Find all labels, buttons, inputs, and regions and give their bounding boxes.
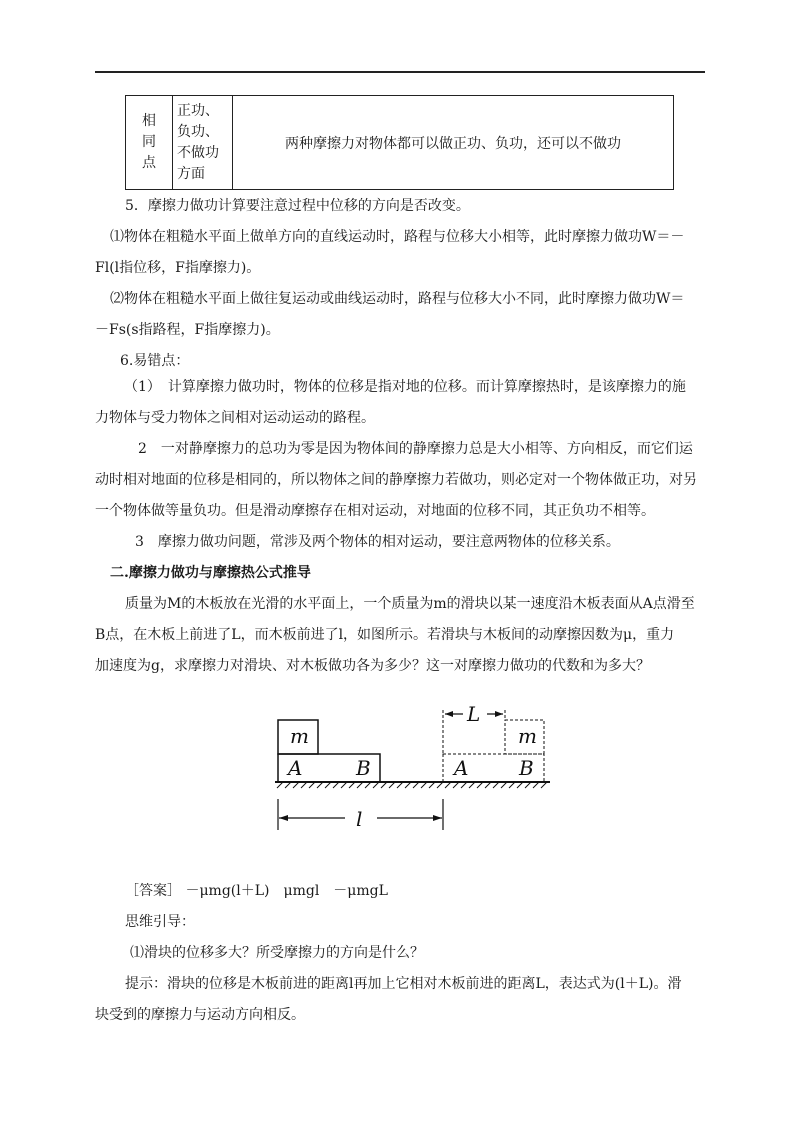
paragraph-line: （1） 计算摩擦力做功时，物体的位移是指对地的位移。而计算摩擦热时，是该摩擦力的施: [124, 379, 686, 395]
arrowhead: [445, 711, 453, 717]
label-A-left: A: [288, 756, 303, 780]
paragraph-line: 提示：滑块的位移是木板前进的距离l再加上它相对木板前进的距离L，表达式为(l＋L)。滑: [125, 976, 682, 992]
label-m-left: m: [290, 724, 309, 748]
table-cell-aspect: [173, 96, 233, 190]
cell-line: 方面: [177, 165, 205, 182]
header-rule: [95, 71, 705, 73]
paragraph-line: 动时相对地面的位移是相同的，所以物体之间的静摩擦力若做功，则必定对一个物体做正功，对另: [95, 472, 697, 488]
paragraph-line: 6.易错点：: [120, 353, 190, 369]
answer-line: ［答案］ －μmg(l＋L) μmgl －μmgL: [125, 883, 388, 899]
paragraph-line: ⑴滑块的位移多大？所受摩擦力的方向是什么？: [130, 945, 424, 961]
paragraph-line: Fl(l指位移，F指摩擦力)。: [95, 260, 261, 276]
paragraph-line: 2 一对静摩擦力的总功为零是因为物体间的静摩擦力总是大小相等、方向相反，而它们运: [124, 441, 693, 457]
cell-line: 相: [142, 113, 156, 129]
paragraph-line: ⑴物体在粗糙水平面上做单方向的直线运动时，路程与位移大小相等，此时摩擦力做功W＝－: [110, 229, 685, 245]
paragraph-line: 质量为M的木板放在光滑的水平面上，一个质量为m的滑块以某一速度沿木板表面从A点滑至: [125, 596, 695, 612]
arrowhead: [279, 815, 288, 821]
paragraph-line: 思维引导：: [125, 914, 195, 930]
cell-line: 同: [142, 134, 156, 150]
paragraph-line: 5．摩擦力做功计算要注意过程中位移的方向是否改变。: [125, 198, 470, 214]
paragraph-line: B点，在木板上前进了L，而木板前进了l，如图所示。若滑块与木板间的动摩擦因数为μ，重力: [95, 627, 675, 643]
paragraph-line: －Fs(s指路程，F指摩擦力)。: [95, 322, 280, 338]
arrowhead: [495, 711, 503, 717]
paragraph-line: 块受到的摩擦力与运动方向相反。: [95, 1007, 305, 1023]
cell-line: 点: [142, 155, 156, 171]
paragraph-line: 力物体与受力物体之间相对运动运动的路程。: [95, 410, 375, 426]
paragraph-line: 加速度为g，求摩擦力对滑块、对木板做功各为多少？这一对摩擦力做功的代数和为多大？: [95, 658, 650, 674]
cell-line: 正功、: [177, 102, 219, 119]
table-cell-description: 两种摩擦力对物体都可以做正功、负功，还可以不做功: [233, 96, 674, 190]
label-B-right: B: [519, 756, 534, 780]
section-heading: 二.摩擦力做功与摩擦热公式推导: [110, 565, 311, 581]
arrowhead: [433, 815, 442, 821]
physics-diagram: [255, 702, 565, 862]
table-cell-similarity: [126, 96, 173, 190]
label-m-right: m: [518, 724, 537, 748]
cell-line: 负功、: [177, 123, 219, 140]
label-B-left: B: [356, 756, 371, 780]
paragraph-line: 3 摩擦力做功问题，常涉及两个物体的相对运动，要注意两物体的位移关系。: [135, 534, 620, 550]
label-l: l: [356, 807, 363, 831]
table-row: [126, 96, 674, 190]
label-L: L: [467, 702, 481, 726]
label-A-right: A: [454, 756, 469, 780]
paragraph-line: 一个物体做等量负功。但是滑动摩擦存在相对运动，对地面的位移不同，其正负功不相等。: [95, 503, 655, 519]
cell-line: 不做功: [177, 144, 219, 161]
comparison-table: [125, 95, 674, 190]
paragraph-line: ⑵物体在粗糙水平面上做往复运动或曲线运动时，路程与位移大小不同，此时摩擦力做功W＝: [110, 291, 685, 307]
